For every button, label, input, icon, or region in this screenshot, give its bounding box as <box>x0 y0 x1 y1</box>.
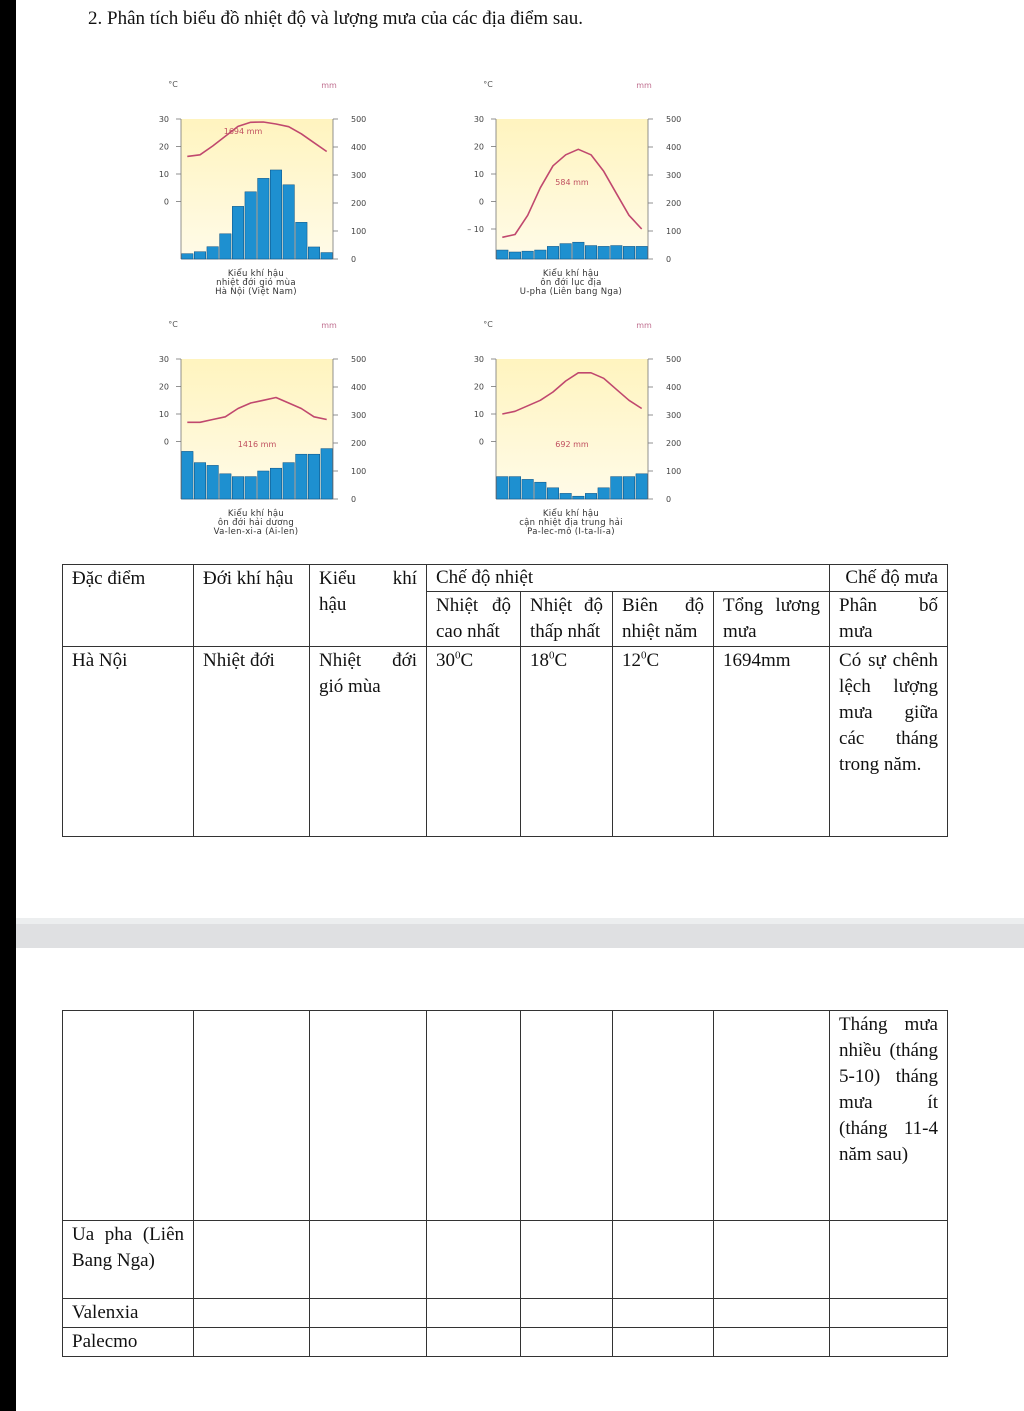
table-row-ha-noi <box>63 647 948 837</box>
caption-line: Kiểu khí hậu <box>227 509 285 519</box>
rain-bar <box>270 170 281 259</box>
temp-tick-label: 20 <box>473 382 484 392</box>
rain-bar <box>585 246 596 259</box>
temp-unit-label: °C <box>483 80 493 89</box>
range-value: 12 <box>622 650 641 671</box>
caption-line: ôn đới hải dương <box>217 518 295 528</box>
plot-background <box>496 119 648 259</box>
cell-empty <box>830 1221 948 1299</box>
caption-line: Hà Nội (Việt Nam) <box>215 287 297 297</box>
degree-sign: 0 <box>455 649 461 662</box>
cell-empty <box>310 1299 427 1328</box>
rain-unit-label: mm <box>636 321 652 330</box>
rain-tick-label: 200 <box>351 199 367 208</box>
caption-line: U-pha (Liên bang Nga) <box>519 287 623 297</box>
rain-bar <box>522 479 533 499</box>
climate-table-part-2 <box>62 1010 948 1357</box>
temp-tick-label: 0 <box>163 197 169 207</box>
page-gap-shade <box>16 918 1024 924</box>
cell-empty <box>714 1328 830 1357</box>
temp-tick-label: 30 <box>473 115 484 124</box>
rain-bar <box>573 242 584 259</box>
rain-tick-label: 100 <box>351 227 367 236</box>
min-temp-value: 18 <box>530 650 549 671</box>
temp-tick-label: 30 <box>158 115 169 124</box>
temp-unit: C <box>646 650 660 671</box>
rain-bar <box>258 178 269 259</box>
cell-empty <box>194 1011 310 1221</box>
temp-unit-label: °C <box>483 320 493 329</box>
rain-bar <box>636 474 647 499</box>
cell-location: Valenxia <box>63 1299 194 1328</box>
rain-bar <box>623 477 634 499</box>
chart-u-pha <box>431 75 691 270</box>
rain-bar <box>497 250 508 259</box>
temp-tick-label: 10 <box>473 170 484 179</box>
rain-bar <box>182 451 193 499</box>
rain-bar <box>194 252 205 259</box>
rain-bar <box>182 254 193 259</box>
rain-bar <box>623 246 634 259</box>
cell-rain-distribution: Tháng mưa nhiều (tháng 5-10) tháng mưa ít (tháng 11-4 năm sau) <box>830 1011 948 1221</box>
rain-tick-label: 0 <box>351 495 357 504</box>
rain-bar <box>547 488 558 499</box>
rain-bar <box>296 222 307 259</box>
cell-empty <box>830 1299 948 1328</box>
cell-empty <box>194 1299 310 1328</box>
rain-bar <box>611 477 622 499</box>
rain-bar <box>308 454 319 499</box>
rain-bar <box>270 468 281 499</box>
chart-palecmo <box>431 315 691 510</box>
cell-empty <box>613 1221 714 1299</box>
temp-tick-label: 30 <box>158 355 169 364</box>
cell-empty <box>521 1221 613 1299</box>
cell-zone: Nhiệt đới <box>194 647 310 837</box>
rain-bar <box>535 250 546 259</box>
cell-max-temp <box>427 647 521 837</box>
rain-bar <box>547 246 558 259</box>
cell-empty <box>714 1011 830 1221</box>
rain-tick-label: 500 <box>351 355 367 364</box>
rain-tick-label: 100 <box>351 467 367 476</box>
chart-valenxia <box>116 315 376 510</box>
cell-rain-total: 1694mm <box>714 647 830 837</box>
degree-sign: 0 <box>549 649 555 662</box>
table-row-ua-pha <box>63 1221 948 1299</box>
cell-empty <box>521 1299 613 1328</box>
header-phan-bo-mua: Phân bố mưa <box>830 592 948 647</box>
rain-bar <box>245 477 256 499</box>
temp-unit: C <box>460 650 474 671</box>
table-row-valenxia <box>63 1299 948 1328</box>
temp-tick-label: 20 <box>158 382 169 392</box>
temp-tick-label: 20 <box>158 142 169 152</box>
document-page-2 <box>16 948 1024 1411</box>
cell-empty <box>714 1299 830 1328</box>
cell-location: Palecmo <box>63 1328 194 1357</box>
cell-empty <box>194 1328 310 1357</box>
header-nhiet-do-cao-nhat: Nhiệt độ cao nhất <box>427 592 521 647</box>
rain-bar <box>296 454 307 499</box>
rain-bar <box>497 477 508 499</box>
caption-line: Kiểu khí hậu <box>227 269 285 279</box>
header-tong-luong-mua: Tổng lương mưa <box>714 592 830 647</box>
table-row-palecmo <box>63 1328 948 1357</box>
rain-bar <box>321 253 332 259</box>
temp-tick-label: 10 <box>158 170 169 179</box>
climate-chart-svg <box>116 315 376 510</box>
caption-line: Kiểu khí hậu <box>542 509 600 519</box>
cell-empty <box>613 1299 714 1328</box>
rain-bar <box>598 246 609 259</box>
rain-tick-label: 200 <box>666 199 682 208</box>
cell-empty <box>830 1328 948 1357</box>
chart-caption-palecmo <box>471 510 671 537</box>
cell-empty <box>521 1011 613 1221</box>
rain-bar <box>509 477 520 499</box>
rain-tick-label: 400 <box>351 383 367 392</box>
header-che-do-mua: Chế độ mưa <box>830 565 948 592</box>
cell-empty <box>427 1011 521 1221</box>
cell-empty <box>613 1328 714 1357</box>
header-doi-khi-hau: Đới khí hậu <box>194 565 310 647</box>
caption-line: Va-len-xi-a (Ai-len) <box>213 527 299 537</box>
cell-location: Hà Nội <box>63 647 194 837</box>
rain-tick-label: 300 <box>666 411 682 420</box>
rain-tick-label: 400 <box>666 143 682 152</box>
table-header-row <box>63 565 948 592</box>
rain-bar <box>611 246 622 259</box>
rain-bar <box>522 251 533 259</box>
rain-tick-label: 300 <box>351 171 367 180</box>
rain-bar <box>232 206 243 259</box>
cell-empty <box>194 1221 310 1299</box>
rain-bar <box>220 474 231 499</box>
temp-tick-label: 0 <box>478 437 484 447</box>
rain-tick-label: 300 <box>351 411 367 420</box>
climate-table-part-1 <box>62 564 948 837</box>
question-text: 2. Phân tích biểu đồ nhiệt độ và lượng mưa của các địa điểm sau. <box>88 8 583 29</box>
rain-tick-label: 300 <box>666 171 682 180</box>
caption-line: nhiệt đới gió mùa <box>216 278 296 288</box>
header-dac-diem: Đặc điểm <box>63 565 194 647</box>
header-kieu-khi-hau: Kiểu khí hậu <box>310 565 427 647</box>
climate-chart-svg <box>116 75 376 270</box>
cell-range <box>613 647 714 837</box>
rain-tick-label: 0 <box>351 255 357 264</box>
rain-bar <box>560 493 571 499</box>
rain-bar <box>258 471 269 499</box>
cell-min-temp <box>521 647 613 837</box>
rain-bar <box>573 496 584 499</box>
rain-bar <box>283 463 294 499</box>
cell-empty <box>427 1221 521 1299</box>
climate-chart-svg <box>431 315 691 510</box>
cell-empty <box>427 1328 521 1357</box>
rain-tick-label: 400 <box>666 383 682 392</box>
temp-tick-label: 20 <box>473 142 484 152</box>
cell-empty <box>310 1328 427 1357</box>
rain-bar <box>194 463 205 499</box>
rain-tick-label: 200 <box>666 439 682 448</box>
caption-line: cận nhiệt địa trung hải <box>519 518 623 528</box>
rain-bar <box>598 488 609 499</box>
rain-tick-label: 100 <box>666 227 682 236</box>
rain-bar <box>207 465 218 499</box>
rain-tick-label: 200 <box>351 439 367 448</box>
temp-tick-label: 10 <box>473 410 484 419</box>
document-page-1 <box>16 0 1024 918</box>
cell-empty <box>310 1221 427 1299</box>
temp-unit-label: °C <box>168 320 178 329</box>
header-nhiet-do-thap-nhat: Nhiệt độ thấp nhất <box>521 592 613 647</box>
cell-empty <box>613 1011 714 1221</box>
rain-tick-label: 100 <box>666 467 682 476</box>
cell-rain-distribution: Có sự chênh lệch lượng mưa giữa các tháng trong năm. <box>830 647 948 837</box>
climate-chart-svg <box>431 75 691 270</box>
rain-bar <box>207 247 218 259</box>
chart-caption-valenxia <box>156 510 356 537</box>
table-row-continued <box>63 1011 948 1221</box>
rain-bar <box>636 246 647 259</box>
rain-bar <box>321 449 332 499</box>
rain-unit-label: mm <box>321 81 337 90</box>
rain-tick-label: 400 <box>351 143 367 152</box>
rain-tick-label: 500 <box>351 115 367 124</box>
chart-caption-u-pha <box>471 270 671 297</box>
total-rain-label: 692 mm <box>555 440 589 449</box>
cell-empty <box>714 1221 830 1299</box>
rain-bar <box>585 493 596 499</box>
chart-ha-noi <box>116 75 376 270</box>
rain-bar <box>560 244 571 259</box>
rain-bar <box>232 477 243 499</box>
caption-line: ôn đới lục địa <box>540 278 602 288</box>
total-rain-label: 584 mm <box>555 178 589 187</box>
rain-bar <box>245 192 256 259</box>
cell-empty <box>63 1011 194 1221</box>
left-dark-edge <box>0 0 16 1411</box>
cell-empty <box>427 1299 521 1328</box>
max-temp-value: 30 <box>436 650 455 671</box>
cell-empty <box>521 1328 613 1357</box>
temp-unit-label: °C <box>168 80 178 89</box>
temp-tick-label: – 10 <box>467 225 484 234</box>
rain-tick-label: 500 <box>666 115 682 124</box>
rain-bar <box>283 185 294 259</box>
header-bien-do-nhiet-nam: Biên độ nhiệt năm <box>613 592 714 647</box>
degree-sign: 0 <box>641 649 647 662</box>
total-rain-label: 1694 mm <box>223 127 263 137</box>
temp-tick-label: 0 <box>163 437 169 447</box>
temp-tick-label: 30 <box>473 355 484 364</box>
rain-bar <box>308 247 319 259</box>
rain-tick-label: 0 <box>666 495 672 504</box>
header-che-do-nhiet: Chế độ nhiệt <box>427 565 830 592</box>
rain-bar <box>509 252 520 259</box>
cell-type: Nhiệt đới gió mùa <box>310 647 427 837</box>
total-rain-label: 1416 mm <box>237 440 277 449</box>
rain-unit-label: mm <box>636 81 652 90</box>
cell-location: Ua pha (Liên Bang Nga) <box>63 1221 194 1299</box>
temp-tick-label: 0 <box>478 197 484 207</box>
temp-tick-label: 10 <box>158 410 169 419</box>
chart-caption-ha-noi <box>156 270 356 297</box>
rain-unit-label: mm <box>321 321 337 330</box>
caption-line: Kiểu khí hậu <box>542 269 600 279</box>
caption-line: Pa-lec-mô (I-ta-li-a) <box>527 527 615 537</box>
rain-tick-label: 0 <box>666 255 672 264</box>
page-gap <box>16 918 1024 948</box>
rain-bar <box>220 234 231 259</box>
rain-tick-label: 500 <box>666 355 682 364</box>
rain-bar <box>535 482 546 499</box>
cell-empty <box>310 1011 427 1221</box>
temp-unit: C <box>554 650 568 671</box>
